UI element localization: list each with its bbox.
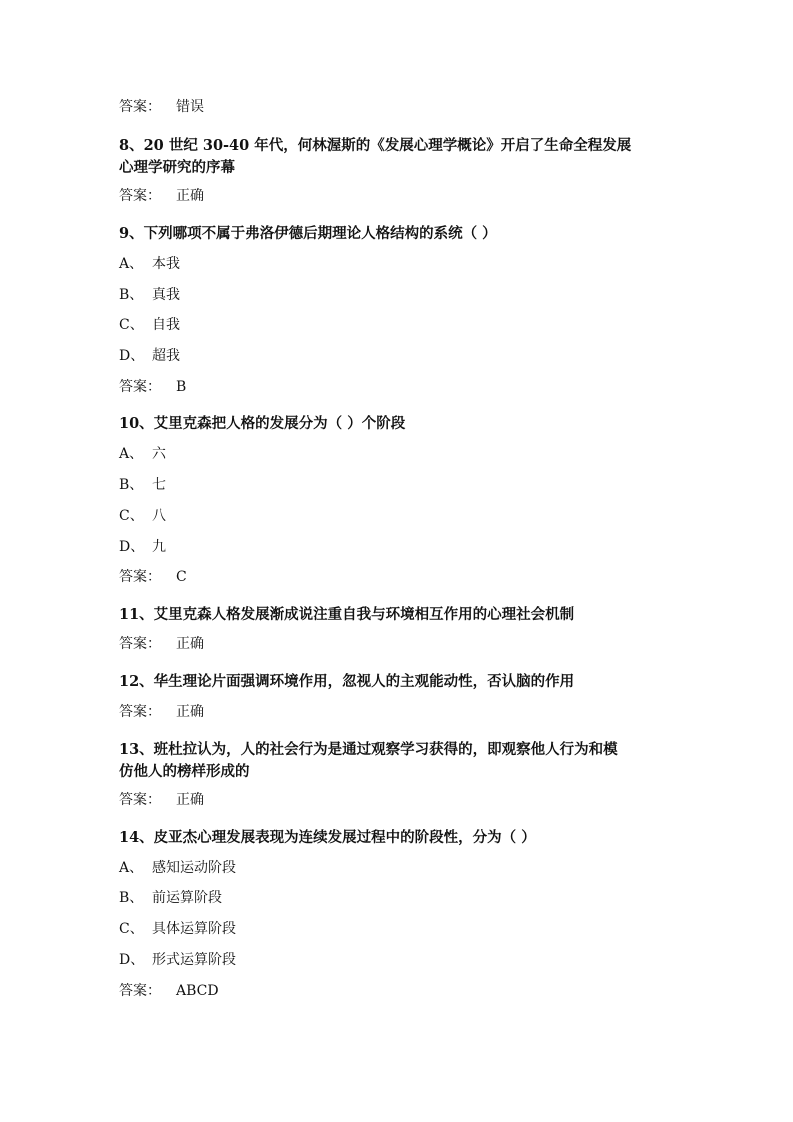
question-10-text: 10、艾里克森把人格的发展分为（ ）个阶段 (119, 415, 406, 432)
answer-label: 答案： (119, 569, 161, 585)
option-text: 九 (152, 539, 166, 555)
option-b (119, 474, 166, 494)
answer-label: 答案： (119, 99, 161, 115)
answer-label: 答案： (119, 983, 161, 999)
option-c (119, 314, 180, 334)
question-13-text-cont: 仿他人的榜样形成的 (119, 763, 250, 780)
answer-value: 错误 (176, 99, 204, 115)
option-key: A、 (119, 256, 144, 272)
option-key: B、 (119, 287, 144, 303)
answer-line (119, 980, 219, 1000)
option-key: D、 (119, 952, 145, 968)
answer-value: C (176, 569, 187, 585)
option-text: 八 (152, 508, 166, 524)
option-text: 自我 (152, 317, 180, 333)
option-key: D、 (119, 348, 145, 364)
answer-label: 答案： (119, 704, 161, 720)
answer-value: B (176, 379, 187, 395)
question-8-text: 8、20 世纪 30-40 年代，何林渥斯的《发展心理学概论》开启了生命全程发展 (119, 137, 632, 154)
question-12-text: 12、华生理论片面强调环境作用，忽视人的主观能动性，否认脑的作用 (119, 673, 575, 690)
answer-line (119, 96, 204, 116)
question-14-text: 14、皮亚杰心理发展表现为连续发展过程中的阶段性，分为（ ） (119, 829, 536, 846)
option-text: 感知运动阶段 (152, 860, 236, 876)
answer-label: 答案： (119, 188, 161, 204)
option-key: A、 (119, 446, 144, 462)
answer-value: ABCD (176, 983, 219, 999)
question-13-text: 13、班杜拉认为，人的社会行为是通过观察学习获得的，即观察他人行为和模 (119, 741, 618, 758)
answer-value: 正确 (176, 188, 204, 204)
option-d (119, 345, 180, 365)
option-text: 七 (152, 477, 166, 493)
option-d (119, 536, 166, 556)
option-d (119, 949, 236, 969)
answer-label: 答案： (119, 379, 161, 395)
answer-line (119, 566, 187, 586)
option-c (119, 505, 166, 525)
answer-value: 正确 (176, 704, 204, 720)
option-key: B、 (119, 890, 144, 906)
option-key: C、 (119, 508, 144, 524)
option-key: C、 (119, 921, 144, 937)
option-b (119, 887, 222, 907)
question-11-text: 11、艾里克森人格发展渐成说注重自我与环境相互作用的心理社会机制 (119, 606, 575, 623)
answer-line (119, 376, 186, 396)
answer-label: 答案： (119, 636, 161, 652)
option-a (119, 253, 180, 273)
option-key: B、 (119, 477, 144, 493)
option-text: 具体运算阶段 (152, 921, 236, 937)
answer-line (119, 633, 204, 653)
option-text: 前运算阶段 (152, 890, 222, 906)
option-text: 形式运算阶段 (152, 952, 236, 968)
option-key: D、 (119, 539, 145, 555)
question-9-text: 9、下列哪项不属于弗洛伊德后期理论人格结构的系统（ ） (119, 225, 497, 242)
option-a (119, 857, 236, 877)
answer-line (119, 701, 204, 721)
answer-label: 答案： (119, 792, 161, 808)
answer-line (119, 789, 204, 809)
option-b (119, 284, 180, 304)
answer-line (119, 185, 204, 205)
question-8-text-cont: 心理学研究的序幕 (119, 159, 235, 176)
option-text: 超我 (152, 348, 180, 364)
option-text: 本我 (152, 256, 180, 272)
option-key: C、 (119, 317, 144, 333)
answer-value: 正确 (176, 636, 204, 652)
option-a (119, 443, 166, 463)
option-text: 真我 (152, 287, 180, 303)
answer-value: 正确 (176, 792, 204, 808)
option-key: A、 (119, 860, 144, 876)
option-text: 六 (152, 446, 166, 462)
option-c (119, 918, 236, 938)
